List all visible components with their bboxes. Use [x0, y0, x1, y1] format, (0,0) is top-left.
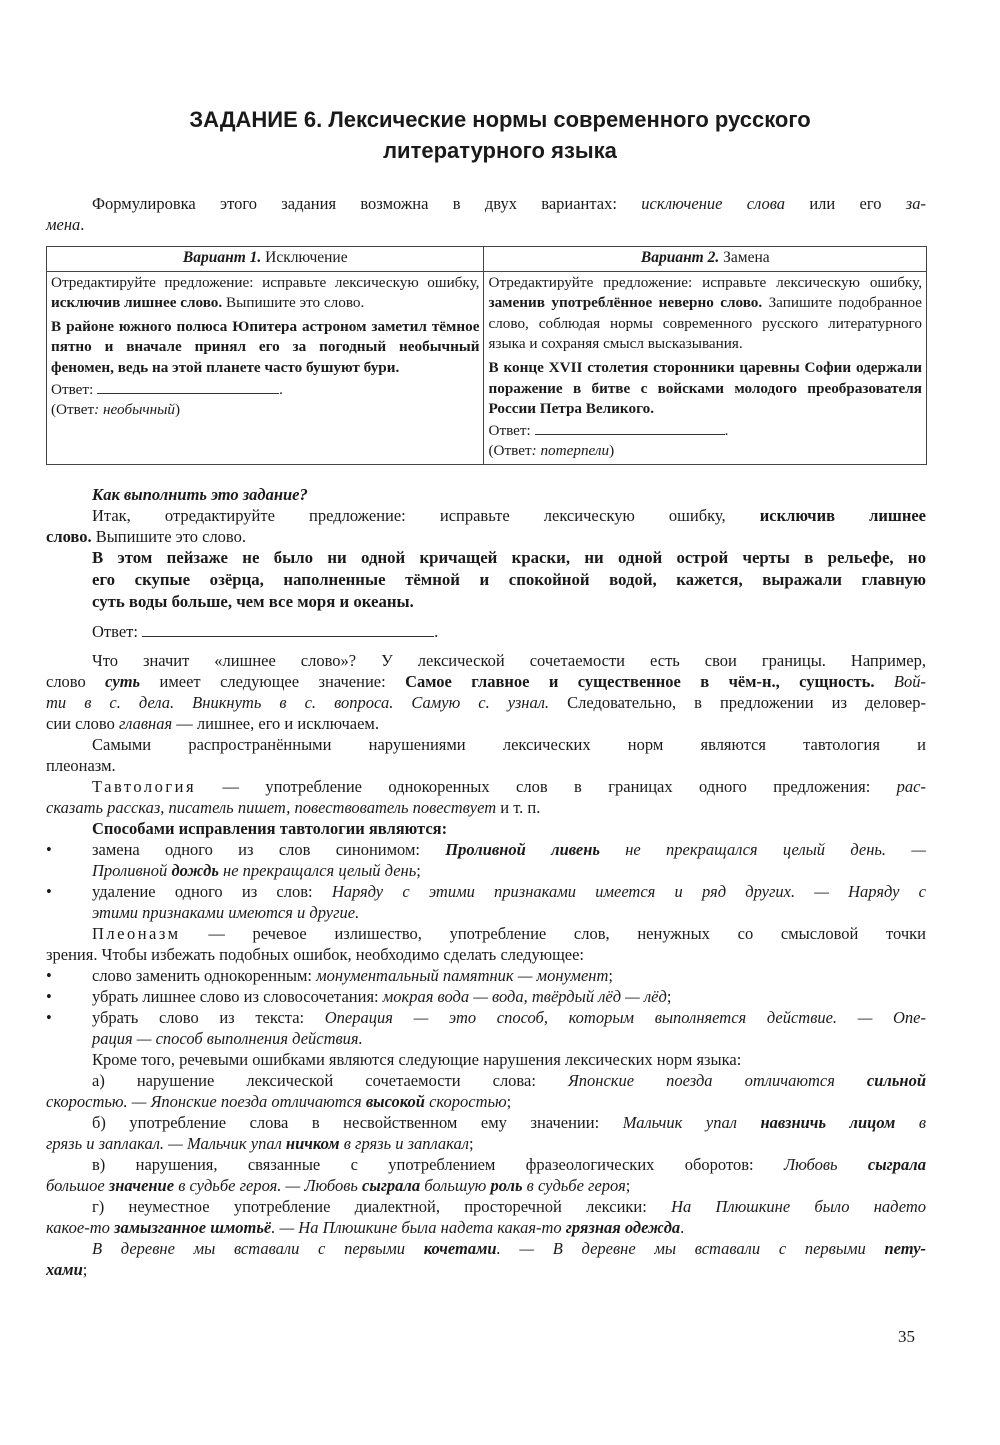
- item-a-semicolon: ;: [506, 1092, 512, 1111]
- variant-1-instruction-tail: Выпишите это слово.: [222, 294, 365, 312]
- item-d-italic-3: . — На Плюшкине была надета какая-то: [271, 1218, 566, 1237]
- bullet-1-bold-2: дождь: [171, 861, 219, 880]
- p1-word: суть: [105, 672, 141, 691]
- variant-2-header-text: Замена: [719, 249, 770, 266]
- p5-line: Кроме того, речевыми ошибками являются следующие нарушения лексических норм языка:: [92, 1050, 742, 1069]
- p4-line-1: [46, 923, 926, 944]
- variant-2-key-pre: (Ответ: [488, 442, 532, 460]
- item-a-line-1: [46, 1070, 926, 1091]
- variant-1-header-text: Исключение: [261, 249, 348, 266]
- bullet-2-text: удаление одного из слов:: [92, 882, 332, 901]
- item-c-italic-4: большую: [420, 1176, 491, 1195]
- bullet-3-semicolon: ;: [608, 966, 613, 985]
- item-b-italic-2: в: [895, 1113, 926, 1132]
- bullet-4-italic: мокрая вода — вода, твёрдый лёд — лёд: [382, 987, 667, 1006]
- variant-2-instruction-tail: Запишите подобранное слово, соблюдая нормы современного русского литературного языка и сохраняя смысл высказывания.: [488, 294, 922, 353]
- intro-paragraph: [46, 193, 926, 235]
- example-line-2: его скупые озёрца, наполненные тёмной и спокойной водой, кажется, выражали главную: [92, 570, 926, 589]
- bullet-1: [46, 839, 926, 881]
- p1-examples: ти в с. дела. Вникнуть в с. вопроса. Самую с. узнал.: [46, 693, 550, 712]
- task-tail: Выпишите это слово.: [91, 527, 246, 546]
- intro-line-2: [46, 214, 926, 235]
- p4-text: — речевое излишество, употребление слов, ненужных со смысловой точки: [180, 924, 926, 943]
- p1-line-2: [46, 671, 926, 692]
- item-c-italic-3: в судьбе героя. — Любовь: [174, 1176, 363, 1195]
- p2-line-1: Самыми распространёнными нарушениями лексических норм являются тавтология и: [92, 735, 926, 754]
- intro-italic-3: мена: [46, 215, 81, 234]
- intro-italic-2: за-: [905, 194, 926, 213]
- bullet-3-text: слово заменить однокоренным:: [92, 966, 317, 985]
- item-b-line-2: [46, 1133, 926, 1154]
- task-line-2: [46, 526, 926, 547]
- variant-2-answer-blank: [535, 420, 725, 435]
- task-line-1: [46, 505, 926, 526]
- item-e-bold-3: хами: [46, 1260, 83, 1279]
- bullet-1-italic: не прекращался целый день. —: [599, 840, 926, 859]
- p3-text: — употребление однокоренных слов в границах одного предложения:: [196, 777, 897, 796]
- variants-table: [46, 246, 927, 465]
- item-c-italic-5: в судьбе героя: [522, 1176, 626, 1195]
- variant-1-example: В районе южного полюса Юпитера астроном заметил тёмное пятно и вначале принял его за погодный необычный феномен, ведь на этой планете часто бушуют бури.: [51, 317, 480, 376]
- variant-1-answer-key: [51, 400, 479, 421]
- p1-text: слово: [46, 672, 106, 691]
- variant-2-answer: [488, 420, 922, 442]
- variant-2-instruction-text: Отредактируйте предложение: исправьте лексическую ошибку,: [488, 273, 922, 291]
- p1-line-3: [46, 692, 926, 713]
- item-b-italic-3: грязь и заплакал. — Мальчик упал: [46, 1134, 286, 1153]
- bullet-5-line-2: рация — способ выполнения действия.: [92, 1029, 363, 1048]
- bullet-2-italic: Наряду с этими признаками имеется и ряд других. — Наряду с: [331, 882, 926, 901]
- item-a-bold: сильной: [866, 1071, 927, 1090]
- variant-2-instruction: [488, 273, 922, 355]
- how-heading: Как выполнить это задание?: [92, 485, 308, 504]
- example-line-3: суть воды больше, чем все моря и океаны.: [92, 592, 414, 611]
- variant-1-answer-blank: [97, 379, 279, 394]
- item-c-italic: Любовь: [783, 1155, 868, 1174]
- variant-1-key-italic: : необычный: [94, 401, 176, 419]
- answer-dot: .: [434, 622, 439, 641]
- item-c-bold: сыграла: [867, 1155, 926, 1174]
- variant-1-key-post: ): [175, 401, 181, 419]
- p3-line-2: [46, 797, 926, 818]
- p1-italic: Вой-: [874, 672, 926, 691]
- item-b-bold-2: ничком: [285, 1134, 340, 1153]
- bullet-1-text: замена одного из слов синонимом:: [92, 840, 446, 859]
- answer-blank: [142, 622, 434, 637]
- p1-line-1: Что значит «лишнее слово»? У лексической сочетаемости есть свои границы. Например,: [92, 651, 926, 670]
- item-b-line-1: [46, 1112, 926, 1133]
- item-a-italic-2: скоростью. — Японские поезда отличаются: [46, 1092, 366, 1111]
- item-c-text: в) нарушения, связанные с употреблением фразеологических оборотов:: [92, 1155, 784, 1174]
- p3-line-1: [46, 776, 926, 797]
- p3-italic: рас-: [896, 777, 926, 796]
- variant-2-key-italic: : потерпели: [531, 442, 610, 460]
- page-title: [60, 104, 940, 166]
- task-text: Итак, отредактируйте предложение: исправьте лексическую ошибку,: [92, 506, 760, 525]
- intro-line-1: [46, 193, 926, 214]
- item-b-italic: Мальчик упал: [622, 1113, 761, 1132]
- item-b-bold: навзничь лицом: [760, 1113, 896, 1132]
- variant-1-key-pre: (Ответ: [51, 401, 95, 419]
- answer-label: Ответ:: [92, 622, 138, 641]
- p3-examples: сказать рассказ, писатель пишет, повествователь повествует: [46, 798, 497, 817]
- item-c-bold-2: значение: [108, 1176, 175, 1195]
- item-b-italic-4: в грязь и заплакал: [339, 1134, 469, 1153]
- bullet-3: [46, 965, 926, 986]
- bullet-3-line: [92, 965, 926, 986]
- item-c-line-2: [46, 1175, 926, 1196]
- variant-2-answer-dot: .: [724, 421, 729, 439]
- answer-line: [46, 621, 926, 642]
- bullet-1-italic-2: Проливной: [92, 861, 172, 880]
- bullet-3-italic: монументальный памятник — монумент: [316, 966, 609, 985]
- variant-1-instruction-text: Отредактируйте предложение: исправьте лексическую ошибку,: [51, 273, 480, 291]
- variant-1-header: [47, 247, 484, 272]
- p4-line-2: зрения. Чтобы избежать подобных ошибок, необходимо сделать следующее:: [46, 945, 585, 964]
- intro-text-2: или его: [785, 194, 906, 213]
- item-c-bold-4: роль: [490, 1176, 523, 1195]
- intro-italic-1: исключение слова: [641, 194, 786, 213]
- intro-text: Формулировка этого задания возможна в двух вариантах:: [92, 194, 642, 213]
- item-c-bold-3: сыграла: [362, 1176, 421, 1195]
- variant-2-example: В конце XVII столетия сторонники царевны Софии одержали поражение в битве с войсками молодого преобразователя России Петра Великого.: [488, 358, 922, 418]
- bullet-5-italic: Операция — это способ, которым выполняется действие. — Опе-: [324, 1008, 926, 1027]
- item-d-line-2: [46, 1217, 926, 1238]
- variant-2-answer-label: Ответ:: [488, 421, 531, 439]
- fix-heading: Способами исправления тавтологии являются:: [92, 819, 448, 838]
- main-text: [46, 484, 926, 1280]
- item-e-bold-2: пету-: [884, 1239, 927, 1258]
- bullet-5: [46, 1007, 926, 1049]
- p1-text-5: — лишнее, его и исключаем.: [172, 714, 379, 733]
- item-c-line-1: [46, 1154, 926, 1175]
- item-b-text: б) употребление слова в несвойственном ему значении:: [92, 1113, 623, 1132]
- item-e-italic-2: . — В деревне мы вставали с первыми: [496, 1239, 885, 1258]
- item-d-bold: замызганное шмотьё: [114, 1218, 272, 1237]
- bullet-1-semicolon: ;: [416, 861, 421, 880]
- item-e-bold: кочетами: [423, 1239, 497, 1258]
- item-d-bold-2: грязная одежда: [565, 1218, 681, 1237]
- item-d-italic: На Плюшкине было надето: [671, 1197, 927, 1216]
- bullet-1-line-2: [92, 860, 926, 881]
- bullet-1-bold: Проливной ливень: [445, 840, 600, 859]
- item-c-semicolon: ;: [625, 1176, 631, 1195]
- p1-text-3: Следовательно, в предложении из деловер-: [549, 693, 926, 712]
- bullet-5-line-1: [92, 1007, 926, 1028]
- variant-1-answer: [51, 379, 479, 401]
- item-a-text: а) нарушение лексической сочетаемости слова:: [92, 1071, 568, 1090]
- bullet-4-semicolon: ;: [666, 987, 672, 1006]
- term-tautology: Тавтология: [92, 777, 197, 796]
- item-c-italic-2: большое: [46, 1176, 109, 1195]
- bullet-1-line-1: [92, 839, 926, 860]
- variant-1-header-italic: Вариант 1.: [182, 249, 262, 266]
- item-d-dot: .: [680, 1218, 685, 1237]
- item-a-italic: Японские поезда отличаются: [567, 1071, 867, 1090]
- p3-tail: и т. п.: [496, 798, 541, 817]
- item-b-semicolon: ;: [468, 1134, 474, 1153]
- variant-2-header-italic: Вариант 2.: [640, 249, 720, 266]
- bullet-2-line-2: этими признаками имеются и другие.: [92, 903, 360, 922]
- item-e-line-2: [46, 1259, 926, 1280]
- bullet-4: [46, 986, 926, 1007]
- variant-2-cell: [484, 271, 927, 464]
- item-a-line-2: [46, 1091, 926, 1112]
- page-number: 35: [898, 1327, 915, 1346]
- variant-1-instruction: [51, 273, 479, 314]
- bullet-5-text: убрать слово из текста:: [92, 1008, 325, 1027]
- variant-2-instruction-bold: заменив употреблённое неверно слово.: [488, 294, 763, 312]
- item-d-line-1: [46, 1196, 926, 1217]
- p2-line-2: плеоназм.: [46, 756, 116, 775]
- item-e-italic: В деревне мы вставали с первыми: [92, 1239, 424, 1258]
- term-pleonasm: Плеоназм: [92, 924, 181, 943]
- item-d-text: г) неуместное употребление диалектной, просторечной лексики:: [92, 1197, 672, 1216]
- bullet-2-line-1: [92, 881, 926, 902]
- title-line-2: литературного языка: [383, 138, 617, 163]
- item-a-italic-3: скоростью: [424, 1092, 507, 1111]
- p1-italic-word: главная: [118, 714, 173, 733]
- item-d-italic-2: какое-то: [46, 1218, 115, 1237]
- variant-2-header: [484, 247, 927, 272]
- bullet-2: [46, 881, 926, 923]
- variant-1-cell: [47, 271, 484, 464]
- variant-1-answer-label: Ответ:: [51, 380, 94, 398]
- variant-2-answer-key: [488, 441, 922, 462]
- task-bold: исключив лишнее: [759, 506, 926, 525]
- variant-1-answer-dot: .: [279, 380, 283, 398]
- title-line-1: ЗАДАНИЕ 6. Лексические нормы современного русского: [189, 107, 811, 132]
- bullet-1-italic-3: не прекращался целый день: [218, 861, 417, 880]
- item-e-line-1: [46, 1238, 926, 1259]
- example-line-1: В этом пейзаже не было ни одной кричащей краски, ни одной острой черты в рельефе, но: [92, 548, 926, 567]
- variant-2-key-post: ): [609, 442, 615, 460]
- task-bold-2: слово.: [46, 527, 92, 546]
- p1-line-4: [46, 713, 926, 734]
- p1-definition: Самое главное и существенное в чём-н., сущность.: [405, 672, 875, 691]
- item-a-bold-2: высокой: [365, 1092, 425, 1111]
- bullet-4-line: [92, 986, 926, 1007]
- variant-1-instruction-bold: исключив лишнее слово.: [51, 294, 223, 312]
- bullet-4-text: убрать лишнее слово из словосочетания:: [92, 987, 383, 1006]
- p1-text-2: имеет следующее значение:: [140, 672, 406, 691]
- intro-dot: .: [80, 215, 85, 234]
- p1-text-4: сии слово: [46, 714, 119, 733]
- item-e-semicolon: ;: [82, 1260, 88, 1279]
